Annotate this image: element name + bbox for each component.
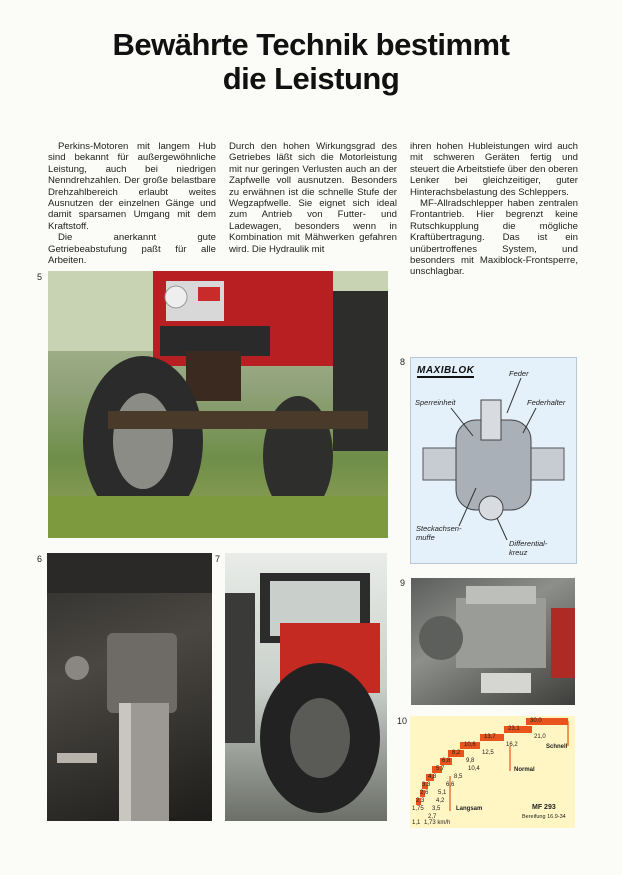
value: 1,75 <box>412 806 424 812</box>
model-label: MF 293 <box>532 804 556 811</box>
paragraph: Perkins-Motoren mit langem Hub sind bekannt für außergewöhnliche Leistung, auch bei niedrigen Nenndrehzahlen. Der große belastbare Drehzahlbereich erlaubt weites Ausnutzen der einzelnen Gänge und damit sparsamen Umgang mit dem Kraftstoff. <box>48 141 216 232</box>
figure-number: 8 <box>400 357 406 367</box>
value: 12,5 <box>482 750 494 756</box>
value: 10,6 <box>464 742 476 748</box>
value: 6,8 <box>442 758 451 764</box>
value: 4,8 <box>428 774 437 780</box>
label-feder: Feder <box>509 369 529 378</box>
label-sperreinheit: Sperreinheit <box>415 398 456 407</box>
photo-engine-detail <box>47 553 212 821</box>
figure-number: 7 <box>215 554 221 564</box>
value: 6,6 <box>446 782 455 788</box>
text-column-3 <box>410 141 578 278</box>
text-column-2 <box>229 141 397 255</box>
value: 1,73 km/h <box>424 820 451 826</box>
label-steckachsenmuffe: Steckachsen-muffe <box>416 524 462 542</box>
figure-number: 10 <box>397 716 408 726</box>
value: 3,3 <box>422 782 431 788</box>
photo-engine-block <box>411 578 575 705</box>
label-langsam: Langsam <box>456 806 483 812</box>
paragraph: ihren hohen Hubleistungen wird auch mit schweren Geräten fertig und steuert die Arbeitstiefe über den oberen Lenker bei gleichzeitiger, guter Hinterachsbelastung des Schleppers. <box>410 141 579 198</box>
value: 10,4 <box>468 766 480 772</box>
photo-tractor-rear <box>225 553 387 821</box>
value: 30,0 <box>530 718 542 724</box>
figure-number: 6 <box>37 554 43 564</box>
paragraph: MF-Allradschlepper haben zentralen Frontantrieb. Hier begrenzt keine Rutschkupplung die mögliche Kraftübertragung. Das ist ein unübertroffenes System, und besonders mit Maxiblock-Frontsperre, unschlagbar. <box>410 198 578 278</box>
page-title <box>0 28 622 96</box>
title-line-2: die Leistung <box>222 61 400 96</box>
title-line-1: Bewährte Technik bestimmt <box>112 27 510 62</box>
value: 16,2 <box>506 742 518 748</box>
value: 8,5 <box>454 774 463 780</box>
gear-speed-chart <box>410 716 575 828</box>
value: 4,2 <box>436 798 445 804</box>
paragraph: Durch den hohen Wirkungsgrad des Getriebes läßt sich die Motorleistung mit nur geringen Verlusten auch an der Zapfwelle voll ausnutzen. Besonders zu erwähnen ist die schnelle Stufe der Wegzapfwelle. Sie eignet sich ideal zum Antrieb von Futter- und Ladewagen, besonders wenn in Kombination mit Mähwerken gefahren wird. Die Hydraulik mit <box>229 141 397 255</box>
paragraph: Die anerkannt gute Getriebeabstufung paßt für alle Arbeiten. <box>48 232 216 267</box>
value: 3,5 <box>432 806 441 812</box>
text-column-1 <box>48 141 216 266</box>
value: 23,1 <box>508 726 520 732</box>
photo-tractor-front-axle <box>48 271 388 538</box>
tire-label: Bereifung 16.9-34 <box>522 814 566 820</box>
value: 8,2 <box>452 750 461 756</box>
maxiblok-logo: MAXIBLOK <box>417 365 475 376</box>
value: 5,7 <box>436 766 445 772</box>
label-normal: Normal <box>514 767 535 773</box>
figure-number: 5 <box>37 272 43 282</box>
value: 21,0 <box>534 734 546 740</box>
figure-number: 9 <box>400 578 406 588</box>
value: 9,8 <box>466 758 475 764</box>
value: 2,3 <box>416 798 425 804</box>
value: 2,7 <box>428 814 437 820</box>
label-differentialkreuz: Differential-kreuz <box>509 539 548 557</box>
value: 1,1 <box>412 820 421 826</box>
label-federhalter: Federhalter <box>527 398 566 407</box>
maxiblok-diagram <box>410 357 577 564</box>
value: 13,7 <box>484 734 496 740</box>
value: 5,1 <box>438 790 447 796</box>
value: 2,6 <box>420 790 429 796</box>
label-schnell: Schnell <box>546 744 568 750</box>
